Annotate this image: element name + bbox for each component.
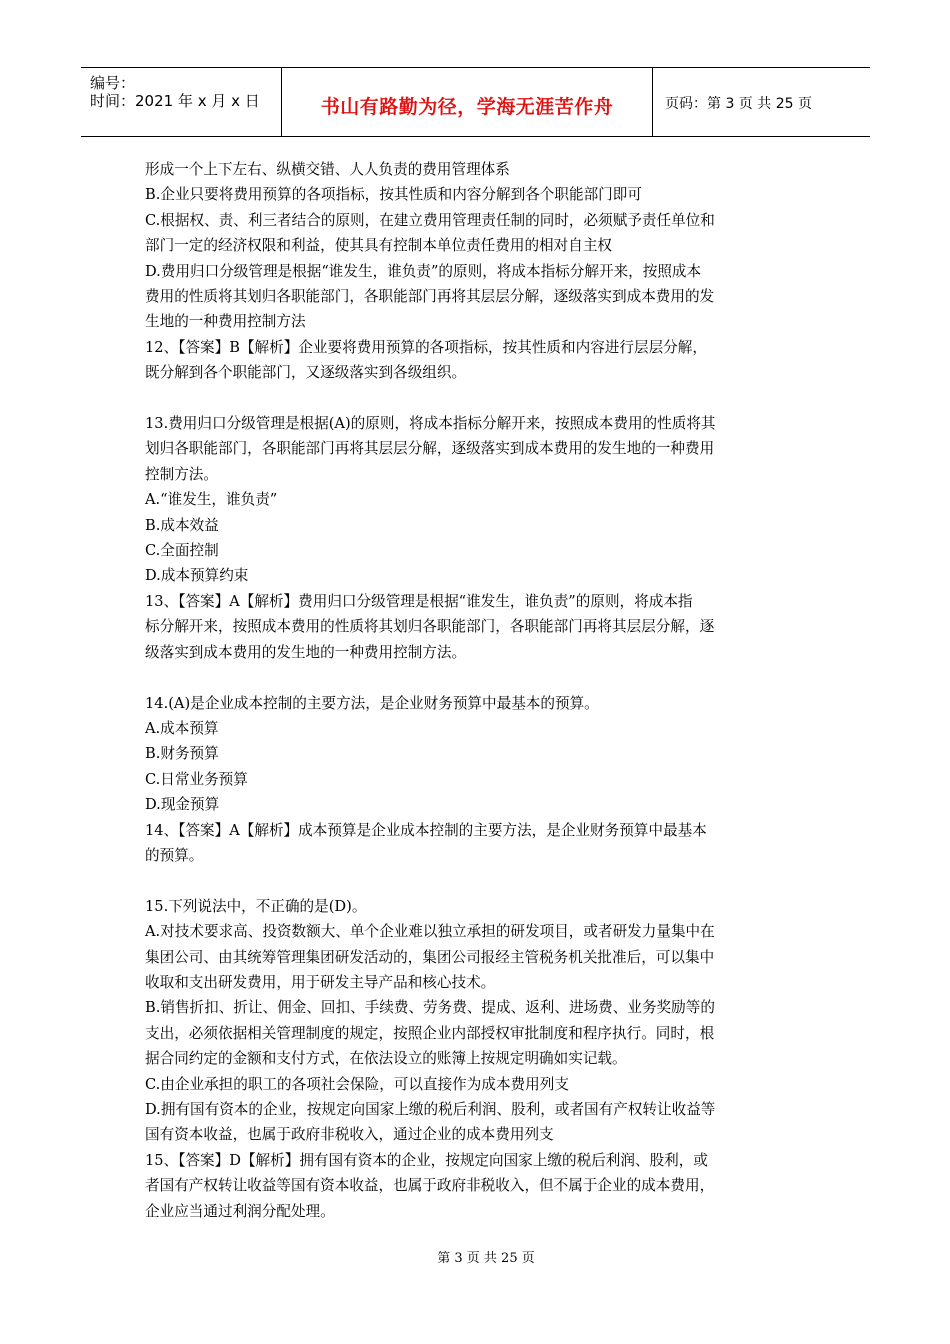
text-line: C.由企业承担的职工的各项社会保险，可以直接作为成本费用列支 bbox=[145, 1075, 569, 1093]
paragraph-gap bbox=[145, 386, 810, 411]
text-line: B.财务预算 bbox=[145, 745, 219, 763]
header-meta bbox=[81, 68, 282, 136]
text-line: 的预算。 bbox=[145, 846, 204, 864]
text-line: B.销售折扣、折让、佣金、回扣、手续费、劳务费、提成、返利、进场费、业务奖励等的 bbox=[145, 999, 715, 1017]
text-line: 划归各职能部门，各职能部门再将其层层分解，逐级落实到成本费用的发生地的一种费用 bbox=[145, 440, 715, 458]
text-line: D.成本预算约束 bbox=[145, 567, 249, 585]
text-line: 级落实到成本费用的发生地的一种费用控制方法。 bbox=[145, 643, 467, 661]
text-line: 12、【答案】B【解析】企业要将费用预算的各项指标，按其性质和内容进行层层分解， bbox=[145, 338, 707, 356]
text-line: A.对技术要求高、投资数额大、单个企业难以独立承担的研发项目，或者研发力量集中在 bbox=[145, 923, 715, 941]
text-line: 据合同约定的金额和支付方式，在依法设立的账簿上按规定明确如实记载。 bbox=[145, 1050, 627, 1068]
text-line: 部门一定的经济权限和利益，使其具有控制本单位责任费用的相对自主权 bbox=[145, 237, 613, 255]
header-page-number: 页码：第 3 页 共 25 页 bbox=[665, 96, 812, 112]
page-footer: 第 3 页 共 25 页 bbox=[437, 1251, 535, 1266]
text-line: A.“谁发生，谁负责” bbox=[145, 491, 278, 509]
text-line: B.成本效益 bbox=[145, 516, 219, 534]
text-line: 形成一个上下左右、纵横交错、人人负责的费用管理体系 bbox=[145, 161, 510, 178]
text-line: 生地的一种费用控制方法 bbox=[145, 313, 306, 331]
text-line: 15.下列说法中，不正确的是(D)。 bbox=[145, 897, 367, 915]
paragraph-gap bbox=[145, 868, 810, 893]
text-line: 费用的性质将其划归各职能部门，各职能部门再将其层层分解，逐级落实到成本费用的发 bbox=[145, 288, 715, 306]
header-motto-cell bbox=[282, 68, 653, 136]
text-line: 13、【答案】A【解析】费用归口分级管理是根据“谁发生，谁负责”的原则，将成本指 bbox=[145, 592, 693, 610]
header-number-label: 编号： bbox=[90, 74, 136, 92]
text-line: 者国有产权转让收益等国有资本收益，也属于政府非税收入，但不属于企业的成本费用， bbox=[145, 1177, 715, 1195]
header-date: 时间：2021 年 x 月 x 日 bbox=[90, 92, 260, 110]
text-line: C.全面控制 bbox=[145, 542, 219, 560]
text-line: D.费用归口分级管理是根据“谁发生，谁负责”的原则，将成本指标分解开来，按照成本 bbox=[145, 262, 702, 280]
text-line: 集团公司、由其统筹管理集团研发活动的，集团公司报经主管税务机关批准后，可以集中 bbox=[145, 948, 715, 966]
text-line: D.现金预算 bbox=[145, 796, 220, 814]
text-line: 控制方法。 bbox=[145, 465, 218, 483]
text-line: C.根据权、责、利三者结合的原则，在建立费用管理责任制的同时，必须赋予责任单位和 bbox=[145, 211, 715, 229]
text-line: 14.(A)是企业成本控制的主要方法，是企业财务预算中最基本的预算。 bbox=[145, 694, 599, 712]
header-page-cell bbox=[653, 68, 870, 136]
text-line: 13.费用归口分级管理是根据(A)的原则，将成本指标分解开来，按照成本费用的性质将其 bbox=[145, 415, 716, 433]
page-header bbox=[81, 67, 870, 137]
text-line: 收取和支出研发费用，用于研发主导产品和核心技术。 bbox=[145, 973, 496, 991]
text-line: 15、【答案】D【解析】拥有国有资本的企业，按规定向国家上缴的税后利润、股利，或 bbox=[145, 1151, 708, 1169]
text-line: D.拥有国有资本的企业，按规定向国家上缴的税后利润、股利，或者国有产权转让收益等 bbox=[145, 1100, 716, 1118]
paragraph-gap bbox=[145, 665, 810, 690]
text-line: A.成本预算 bbox=[145, 719, 219, 737]
document-body bbox=[145, 157, 810, 1224]
text-line: 国有资本收益，也属于政府非税收入，通过企业的成本费用列支 bbox=[145, 1126, 554, 1144]
text-line: 14、【答案】A【解析】成本预算是企业成本控制的主要方法，是企业财务预算中最基本 bbox=[145, 821, 707, 839]
text-line: B.企业只要将费用预算的各项指标，按其性质和内容分解到各个职能部门即可 bbox=[145, 186, 642, 204]
text-line: 标分解开来，按照成本费用的性质将其划归各职能部门，各职能部门再将其层层分解，逐 bbox=[145, 618, 715, 636]
text-line: 支出，必须依据相关管理制度的规定，按照企业内部授权审批制度和程序执行。同时，根 bbox=[145, 1024, 715, 1042]
text-line: C.日常业务预算 bbox=[145, 770, 248, 788]
header-motto: 书山有路勤为径，学海无涯苦作舟 bbox=[320, 95, 614, 118]
text-line: 企业应当通过利润分配处理。 bbox=[145, 1202, 335, 1220]
text-line: 既分解到各个职能部门，又逐级落实到各级组织。 bbox=[145, 364, 467, 382]
